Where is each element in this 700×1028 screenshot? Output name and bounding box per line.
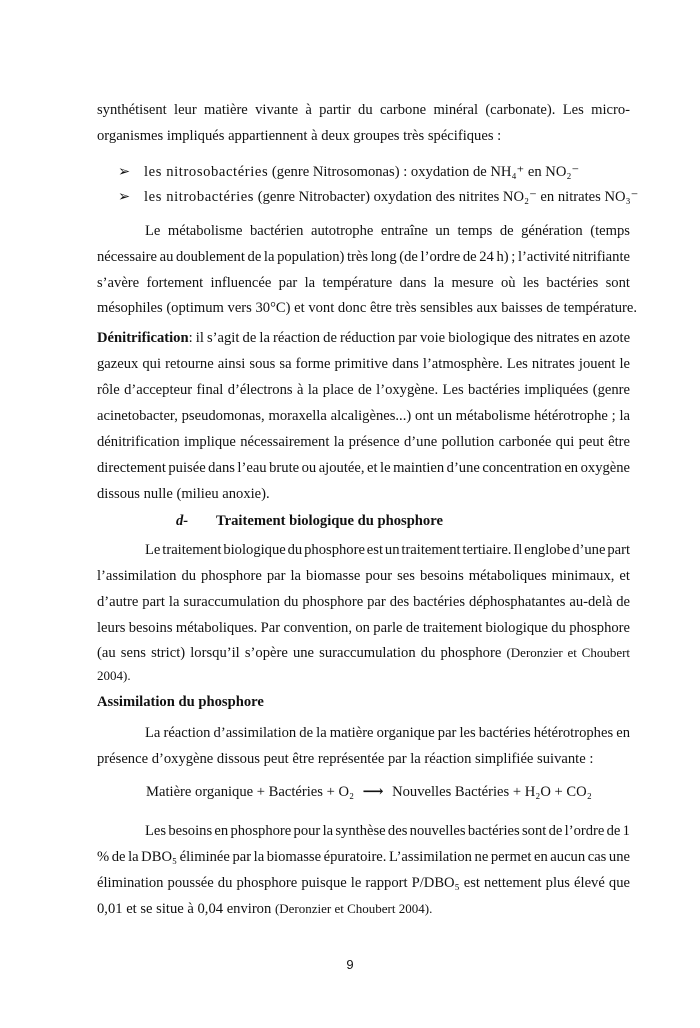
arrow-right-icon: ⟶ (362, 784, 384, 800)
equation-reactants: Matière organique + Bactéries + O₂ (146, 784, 355, 800)
text-line: gazeux qui retourne ainsi sous sa forme primitive dans l’atmosphère. Les nitrates jouent le (97, 356, 630, 372)
text-line (97, 643, 630, 663)
subheading: Assimilation du phosphore (97, 694, 264, 710)
list-item-term: les nitrobactéries (144, 189, 255, 205)
list-item-text: (genre Nitrobacter) oxydation des nitrites NO₂⁻ en nitrates NO₃⁻ (254, 189, 639, 205)
text-line: La réaction d’assimilation de la matière organique par les bactéries hétérotrophes en (145, 725, 630, 741)
text-line (97, 328, 630, 348)
arrowhead-bullet-icon: ➢ (118, 189, 131, 205)
section-number: d- (176, 513, 189, 529)
citation: (Deronzier et Choubert (506, 645, 631, 660)
text-line: directement puisée dans l’eau brute ou ajoutée, et le maintien d’une concentration en oxygène (97, 460, 631, 476)
text-span: (au sens strict) lorsqu’il s’opère une suraccumulation du phosphore (97, 645, 507, 661)
text-line: d’autre part la suraccumulation du phosphore par des bactéries déphosphatantes au-delà de (97, 594, 631, 610)
term-denitrification: Dénitrification (97, 330, 189, 346)
list-item (118, 162, 638, 182)
text-line: synthétisent leur matière vivante à partir du carbone minéral (carbonate). Les micro- (97, 102, 630, 118)
section-heading (176, 511, 576, 531)
text-line: organismes impliqués appartiennent à deux groupes très spécifiques : (97, 128, 502, 144)
equation-products: Nouvelles Bactéries + H₂O + CO₂ (392, 784, 592, 800)
text-line: Le traitement biologique du phosphore est un traitement tertiaire. Il englobe d’une part (145, 542, 631, 558)
text-line: élimination poussée du phosphore puisque le rapport P/DBO₅ est nettement plus élevé que (97, 875, 630, 891)
text-line: Les besoins en phosphore pour la synthèse des nouvelles bactéries sont de l’ordre de 1 (145, 823, 630, 839)
text-span: : il s’agit de la réaction de réduction par voie biologique des nitrates en azote (188, 330, 631, 346)
list-item-term: les nitrosobactéries (144, 164, 269, 180)
text-line: l’assimilation du phosphore par la biomasse pour ses besoins métaboliques minimaux, et (97, 568, 630, 584)
text-line: présence d’oxygène dissous peut être représentée par la réaction simplifiée suivante : (97, 751, 594, 767)
text-line: rôle d’accepteur final d’électrons à la place de l’oxygène. Les bactéries impliquées (genre (97, 382, 631, 398)
text-line: s’avère fortement influencée par la température dans la mesure où les bactéries sont (97, 275, 630, 291)
text-line: mésophiles (optimum vers 30°C) et vont donc être très sensibles aux baisses de température. (97, 300, 637, 316)
list-item (118, 187, 638, 207)
text-line: nécessaire au doublement de la population) très long (de l’ordre de 24 h) ; l’activité nitrifiante (97, 249, 630, 265)
citation: 2004). (97, 668, 131, 683)
list-item-text: (genre Nitrosomonas) : oxydation de NH₄⁺ en NO₂⁻ (268, 164, 580, 180)
citation: (Deronzier et Choubert 2004). (274, 901, 433, 916)
text-line: Le métabolisme bactérien autotrophe entraîne un temps de génération (temps (145, 223, 630, 239)
section-title: Traitement biologique du phosphore (216, 513, 443, 529)
text-span: 0,01 et se situe à 0,04 environ (97, 901, 275, 917)
text-line: % de la DBO₅ éliminée par la biomasse épuratoire. L’assimilation ne permet en aucun cas une (97, 849, 630, 865)
text-line: acinetobacter, pseudomonas, moraxella alcaligènes...) ont un métabolisme hétérotrophe ; la (97, 408, 630, 424)
text-line (97, 899, 630, 919)
page-number: 9 (346, 957, 354, 972)
text-line: dissous nulle (milieu anoxie). (97, 486, 270, 502)
arrowhead-bullet-icon: ➢ (118, 164, 131, 180)
text-line: leurs besoins métaboliques. Par convention, on parle de traitement biologique du phosphore (97, 620, 631, 636)
reaction-equation (146, 782, 606, 802)
text-line: dénitrification implique nécessairement la présence d’une pollution carbonée qui peut être (97, 434, 630, 450)
